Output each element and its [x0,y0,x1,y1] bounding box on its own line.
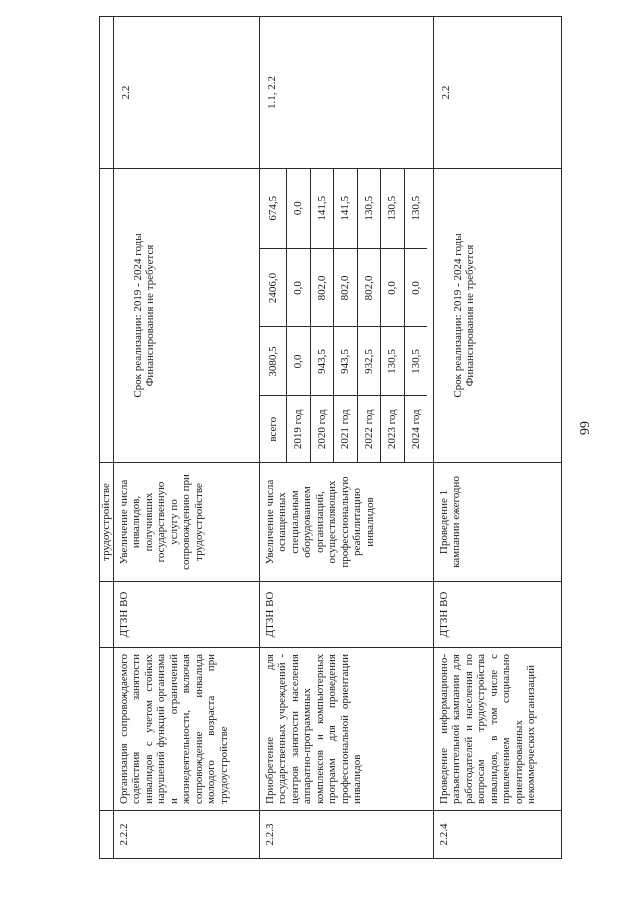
financing-row [310,168,334,462]
financing-cell [113,169,259,463]
fin-amount-3: 674,5 [260,168,287,249]
financing-note: Финансирования не требуется [144,244,156,387]
fin-amount-2: 2406,0 [260,249,287,327]
activity-text: Проведение информационно-разъяснительной кампании для работодателей и населения по вопросам трудоустройства инвалидов, в том числе с привлечением социально ориентированных некоммерческих организаций [433,648,561,811]
fin-amount-2: 802,0 [357,249,381,327]
table-row [433,17,561,859]
indicator-text: 2.2 [113,17,259,169]
indicator-text: 2.2 [433,17,561,169]
financing-term: Срок реализации: 2019 - 2024 годы [131,233,144,398]
fin-amount-3: 141,5 [310,168,334,249]
financing-cell [259,169,433,463]
fin-total: 943,5 [334,327,358,396]
fin-period: 2021 год [334,396,358,462]
fin-amount-2: 802,0 [334,249,358,327]
fin-amount-2: 0,0 [381,249,405,327]
fin-amount-2: 802,0 [310,249,334,327]
executor-text: ДТЗН ВО [113,582,259,648]
executor-text: ДТЗН ВО [433,582,561,648]
row-number: 2.2.3 [259,811,433,859]
financing-row [381,168,405,462]
financing-row [334,168,358,462]
cont-activity-cell [100,648,114,811]
table-row [113,17,259,859]
financing-note: Финансирования не требуется [464,244,476,387]
row-number: 2.2.4 [433,811,561,859]
fin-total: 130,5 [404,327,427,396]
fin-amount-3: 130,5 [381,168,405,249]
financing-row [357,168,381,462]
table-row [259,17,433,859]
fin-period: 2024 год [404,396,427,462]
cont-result-cell: трудоустройстве [100,463,114,582]
fin-period: 2023 год [381,396,405,462]
result-text: Увеличение числа оснащенных специальным оборудованием организаций, осуществляющих профессиональную реабилитацию инвалидов [259,463,433,582]
fin-total: 3080,5 [260,327,287,396]
activity-text: Организация сопровождаемого содействия занятости инвалидов с учетом стойких нарушений функций организма и ограничений жизнедеятельности, включая сопровождение инвалида молодого возраста при трудоустройстве [113,648,259,811]
financing-row [404,168,427,462]
fin-amount-2: 0,0 [287,249,311,327]
fin-period: 2022 год [357,396,381,462]
fin-total: 932,5 [357,327,381,396]
activity-text: Приобретение для государственных учреждений - центров занятости населения аппаратно-программных комплексов и компьютерных программ для проведения профессиональной ориентации инвалидов [259,648,433,811]
fin-total: 0,0 [287,327,311,396]
financing-term: Срок реализации: 2019 - 2024 годы [451,233,464,398]
fin-period: 2020 год [310,396,334,462]
fin-amount-2: 0,0 [404,249,427,327]
measures-table [99,16,562,859]
financing-row [260,168,287,462]
cont-executor-cell [100,582,114,648]
financing-row [287,168,311,462]
financing-table [260,168,428,462]
fin-amount-3: 130,5 [404,168,427,249]
result-text: Увеличение числа инвалидов, получивших государственную услугу по сопровождению при трудоустройстве [113,463,259,582]
fin-period: всего [260,396,287,462]
fin-amount-3: 0,0 [287,168,311,249]
fin-amount-3: 130,5 [357,168,381,249]
executor-text: ДТЗН ВО [259,582,433,648]
fin-amount-3: 141,5 [334,168,358,249]
indicator-text: 1.1, 2.2 [259,17,433,169]
financing-cell [433,169,561,463]
page-number: 66 [576,421,591,435]
table-continuation-row [100,17,114,859]
result-text: Проведение 1 кампании ежегодно [433,463,561,582]
fin-total: 943,5 [310,327,334,396]
cont-indicator-cell [100,17,114,169]
fin-total: 130,5 [381,327,405,396]
cont-financing-cell [100,169,114,463]
row-number: 2.2.2 [113,811,259,859]
cont-num-cell [100,811,114,859]
fin-period: 2019 год [287,396,311,462]
